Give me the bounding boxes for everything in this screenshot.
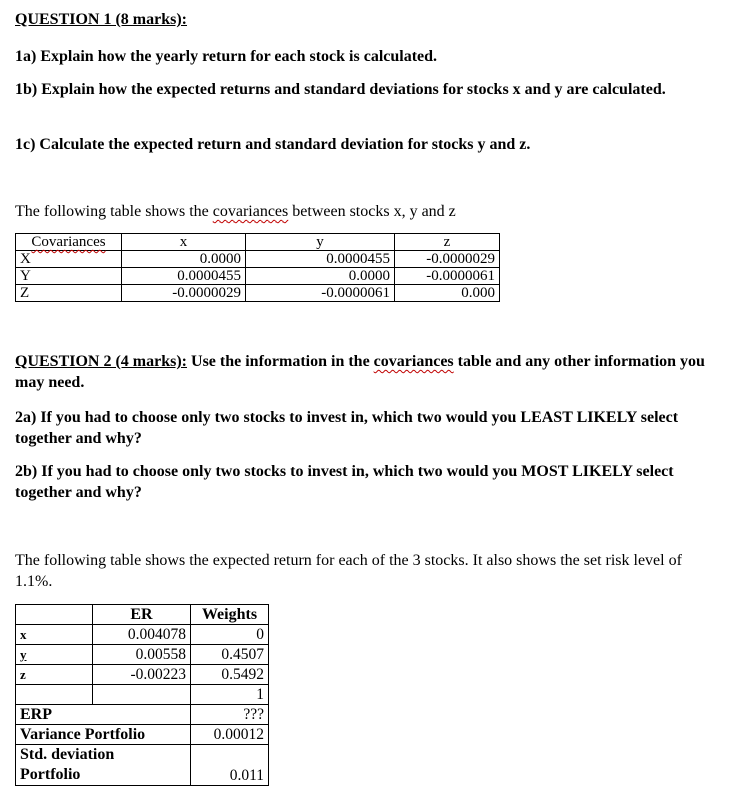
weight-total-cell: 1 bbox=[191, 685, 269, 705]
covariance-header-z: z bbox=[395, 234, 500, 251]
row-label bbox=[16, 685, 93, 705]
question-1b: 1b) Explain how the expected returns and standard deviations for stocks x and y are calculated. bbox=[15, 81, 666, 98]
cov-cell: -0.0000061 bbox=[246, 285, 395, 302]
row-label: Z bbox=[16, 285, 122, 302]
cov-cell: 0.0000455 bbox=[246, 251, 395, 268]
er-cell: 0.004078 bbox=[93, 625, 191, 645]
cov-cell: -0.0000061 bbox=[395, 268, 500, 285]
er-row-z bbox=[16, 665, 269, 685]
er-header-empty bbox=[16, 605, 93, 625]
erp-row bbox=[16, 705, 269, 725]
covariance-intro bbox=[15, 201, 456, 222]
question-2-intro-before: Use the information in the bbox=[187, 353, 374, 370]
erp-value: ??? bbox=[191, 705, 269, 725]
covariance-header-label: Covariances bbox=[16, 234, 122, 251]
std-dev-label-line2: Portfolio bbox=[20, 766, 81, 783]
covariance-row-z bbox=[16, 285, 500, 302]
covariance-row-y bbox=[16, 268, 500, 285]
covariance-header-y: y bbox=[246, 234, 395, 251]
cov-cell: 0.0000 bbox=[122, 251, 246, 268]
question-1a: 1a) Explain how the yearly return for each stock is calculated. bbox=[15, 48, 438, 65]
er-row-total bbox=[16, 685, 269, 705]
weight-cell: 0.4507 bbox=[191, 645, 269, 665]
variance-row bbox=[16, 725, 269, 745]
er-table bbox=[15, 604, 269, 786]
question-2-intro-after: table and any other information you may need. bbox=[15, 353, 705, 391]
er-cell: 0.00558 bbox=[93, 645, 191, 665]
row-label: z bbox=[16, 665, 93, 685]
weight-cell: 0 bbox=[191, 625, 269, 645]
question-1-title: QUESTION 1 (8 marks): bbox=[15, 11, 188, 28]
weight-cell: 0.5492 bbox=[191, 665, 269, 685]
er-row-y bbox=[16, 645, 269, 665]
row-label: X bbox=[16, 251, 122, 268]
covariance-row-x bbox=[16, 251, 500, 268]
covariance-table bbox=[15, 233, 500, 302]
er-cell: -0.00223 bbox=[93, 665, 191, 685]
variance-label: Variance Portfolio bbox=[16, 725, 191, 745]
std-dev-label-line1: Std. deviation bbox=[20, 746, 115, 763]
row-label: y bbox=[16, 645, 93, 665]
question-2-title: QUESTION 2 (4 marks): bbox=[15, 353, 188, 370]
covariance-intro-before: The following table shows the bbox=[15, 203, 213, 220]
question-2b: 2b) If you had to choose only two stocks to invest in, which two would you MOST LIKELY select together and why? bbox=[15, 463, 674, 501]
covariance-header-x: x bbox=[122, 234, 246, 251]
std-dev-row bbox=[16, 745, 269, 786]
covariance-header-row bbox=[16, 234, 500, 251]
cov-cell: -0.0000029 bbox=[395, 251, 500, 268]
cov-cell: 0.000 bbox=[395, 285, 500, 302]
row-label: x bbox=[16, 625, 93, 645]
cov-cell: 0.0000455 bbox=[122, 268, 246, 285]
er-header-weights: Weights bbox=[191, 605, 269, 625]
covariance-intro-after: between stocks x, y and z bbox=[288, 203, 456, 220]
cov-cell: -0.0000029 bbox=[122, 285, 246, 302]
er-cell bbox=[93, 685, 191, 705]
erp-label: ERP bbox=[16, 705, 191, 725]
er-header-er: ER bbox=[93, 605, 191, 625]
question-2-intro bbox=[15, 351, 715, 393]
er-header-row bbox=[16, 605, 269, 625]
question-2a: 2a) If you had to choose only two stocks to invest in, which two would you LEAST LIKELY select together and why? bbox=[15, 409, 679, 447]
std-dev-value: 0.011 bbox=[191, 745, 269, 786]
er-row-x bbox=[16, 625, 269, 645]
std-dev-label bbox=[16, 745, 191, 786]
row-label: Y bbox=[16, 268, 122, 285]
cov-cell: 0.0000 bbox=[246, 268, 395, 285]
variance-value: 0.00012 bbox=[191, 725, 269, 745]
question-1c: 1c) Calculate the expected return and standard deviation for stocks y and z. bbox=[15, 136, 531, 153]
er-intro: The following table shows the expected return for each of the 3 stocks. It also shows the set risk level of 1.1%. bbox=[15, 552, 682, 590]
question-2-intro-word: covariances bbox=[373, 353, 454, 370]
covariance-intro-word: covariances bbox=[212, 203, 289, 220]
